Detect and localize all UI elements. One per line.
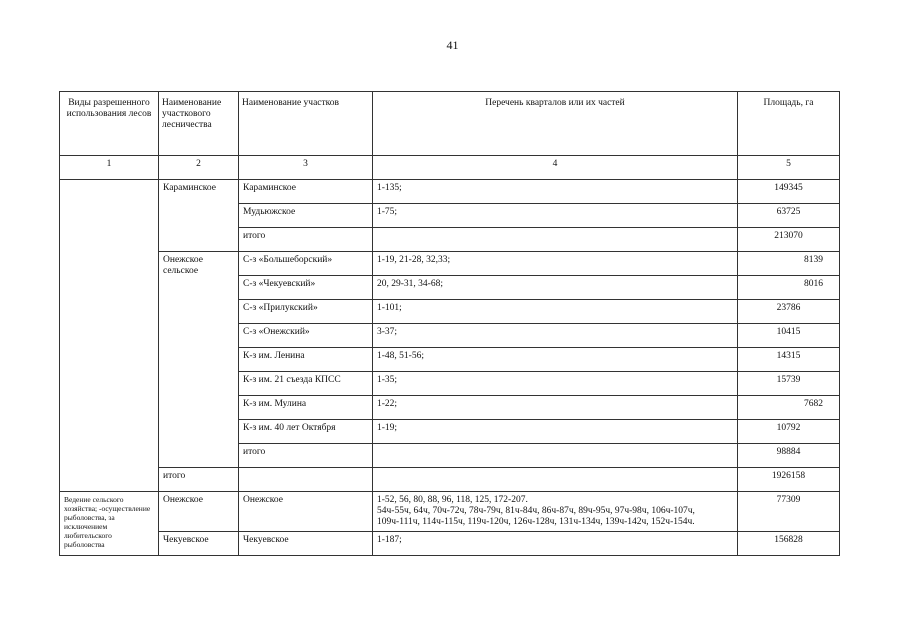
area-cell: 14315 (738, 348, 840, 372)
quarters-cell: 1-35; (373, 372, 738, 396)
quarters-cell: 20, 29-31, 34-68; (373, 276, 738, 300)
site-cell: К-з им. 40 лет Октября (239, 420, 373, 444)
column-number: 5 (738, 156, 840, 180)
site-cell: Караминское (239, 180, 373, 204)
quarters-cell: 1-101; (373, 300, 738, 324)
area-cell: 10792 (738, 420, 840, 444)
quarters-cell: 1-22; (373, 396, 738, 420)
area-cell: 1926158 (738, 468, 840, 492)
site-cell: итого (239, 444, 373, 468)
table-row-total (60, 468, 840, 492)
column-number: 3 (239, 156, 373, 180)
quarters-cell (373, 228, 738, 252)
table-row (60, 180, 840, 204)
site-cell: С-з «Онежский» (239, 324, 373, 348)
area-cell: 7682 (738, 396, 840, 420)
table-row (60, 532, 840, 556)
area-cell: 149345 (738, 180, 840, 204)
area-cell: 8016 (738, 276, 840, 300)
site-cell: Онежское (239, 492, 373, 532)
table-row (60, 492, 840, 532)
header-cell-area: Площадь, га (738, 92, 840, 156)
forestry-cell: Чекуевское (159, 532, 239, 556)
site-cell: К-з им. Ленина (239, 348, 373, 372)
column-number: 1 (60, 156, 159, 180)
quarters-cell: 1-135; (373, 180, 738, 204)
forestry-cell: итого (159, 468, 239, 492)
area-cell: 8139 (738, 252, 840, 276)
use-type-cell: Ведение сельского хозяйства; -осуществление рыболовства, за исключением любительского рыболовства (60, 492, 159, 556)
forestry-cell: Онежское сельское (159, 252, 239, 468)
quarters-line: 54ч-55ч, 64ч, 70ч-72ч, 78ч-79ч, 81ч-84ч, 86ч-87ч, 89ч-95ч, 97ч-98ч, 106ч-107ч, 109ч-111ч, 114ч-115ч, 119ч-120ч, 126ч-128ч, 131ч-134ч, 139ч-142ч, 152ч-154ч. (377, 506, 695, 527)
forest-use-table (59, 91, 840, 556)
site-cell: С-з «Прилукский» (239, 300, 373, 324)
quarters-cell: 1-75; (373, 204, 738, 228)
site-cell: К-з им. 21 съезда КПСС (239, 372, 373, 396)
area-cell: 77309 (738, 492, 840, 532)
column-number: 2 (159, 156, 239, 180)
area-cell: 10415 (738, 324, 840, 348)
page-number: 41 (446, 38, 459, 52)
site-cell: С-з «Чекуевский» (239, 276, 373, 300)
quarters-cell: 3-37; (373, 324, 738, 348)
column-number: 4 (373, 156, 738, 180)
area-cell: 213070 (738, 228, 840, 252)
quarters-cell: 1-187; (373, 532, 738, 556)
table-header-row (60, 92, 840, 156)
site-cell: С-з «Большеборский» (239, 252, 373, 276)
area-cell: 156828 (738, 532, 840, 556)
forestry-cell: Онежское (159, 492, 239, 532)
quarters-cell: 1-19, 21-28, 32,33; (373, 252, 738, 276)
site-cell: Чекуевское (239, 532, 373, 556)
header-cell-use-type: Виды разрешенного использования лесов (60, 92, 159, 156)
header-cell-forestry: Наименование участкового лесничества (159, 92, 239, 156)
quarters-line: 1-52, 56, 80, 88, 96, 118, 125, 172-207. (377, 495, 528, 505)
forestry-cell: Караминское (159, 180, 239, 252)
area-cell: 23786 (738, 300, 840, 324)
area-cell: 98884 (738, 444, 840, 468)
quarters-cell-empty (373, 468, 738, 492)
area-cell: 15739 (738, 372, 840, 396)
quarters-cell (373, 444, 738, 468)
quarters-cell (373, 492, 738, 532)
header-cell-sites: Наименование участков (239, 92, 373, 156)
area-cell: 63725 (738, 204, 840, 228)
quarters-cell: 1-19; (373, 420, 738, 444)
column-number-row (60, 156, 840, 180)
site-cell: К-з им. Мулина (239, 396, 373, 420)
use-type-cell-empty (60, 180, 159, 492)
quarters-cell: 1-48, 51-56; (373, 348, 738, 372)
site-cell: итого (239, 228, 373, 252)
table-row (60, 252, 840, 276)
site-cell: Мудьюжское (239, 204, 373, 228)
site-cell-empty (239, 468, 373, 492)
header-cell-quarters: Перечень кварталов или их частей (373, 92, 738, 156)
